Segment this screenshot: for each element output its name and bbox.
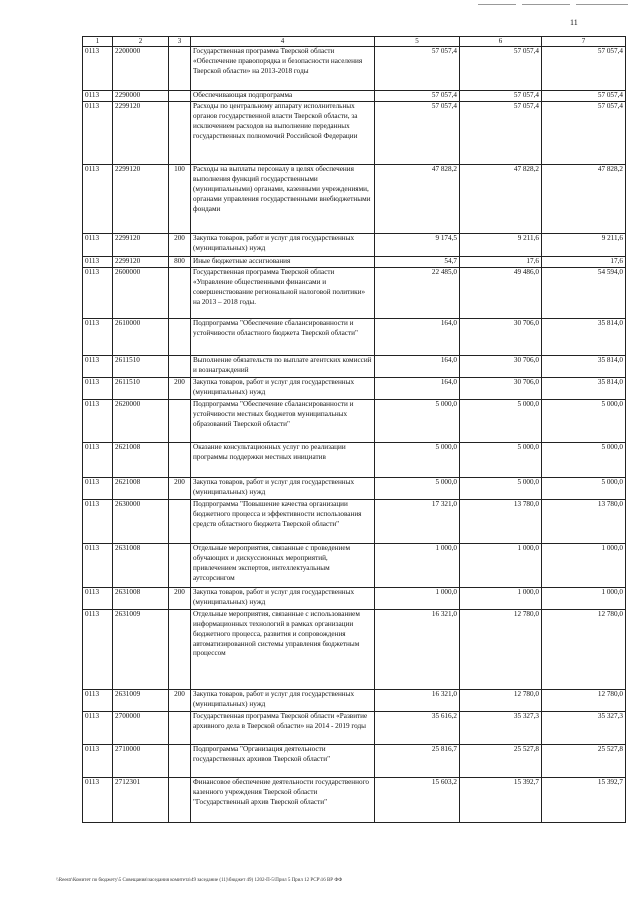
- code-section-cell: 0113: [83, 477, 113, 499]
- page-number: 11: [570, 18, 578, 27]
- amount-2015-cell: 22 485,0: [375, 267, 460, 318]
- code-section-cell: 0113: [83, 543, 113, 587]
- table-row: [83, 499, 626, 543]
- amount-2017-cell: 5 000,0: [542, 477, 626, 499]
- target-article-cell: 2621008: [113, 477, 169, 499]
- target-article-cell: 2611510: [113, 355, 169, 377]
- expense-type-cell: [169, 101, 191, 164]
- code-section-cell: 0113: [83, 256, 113, 267]
- amount-2016-cell: 13 780,0: [460, 499, 542, 543]
- item-name-cell: Закупка товаров, работ и услуг для государственных (муниципальных) нужд: [191, 689, 375, 711]
- amount-2015-cell: 17 321,0: [375, 499, 460, 543]
- amount-2017-cell: 35 327,3: [542, 711, 626, 744]
- amount-2015-cell: 57 057,4: [375, 91, 460, 102]
- column-header: 1: [83, 37, 113, 47]
- amount-2015-cell: 164,0: [375, 318, 460, 355]
- amount-2016-cell: 47 828,2: [460, 164, 542, 233]
- table-row: [83, 711, 626, 744]
- amount-2017-cell: 13 780,0: [542, 499, 626, 543]
- code-section-cell: 0113: [83, 47, 113, 91]
- column-header: 3: [169, 37, 191, 47]
- code-section-cell: 0113: [83, 777, 113, 822]
- amount-2017-cell: 15 392,7: [542, 777, 626, 822]
- item-name-cell: Закупка товаров, работ и услуг для государственных (муниципальных) нужд: [191, 233, 375, 256]
- target-article-cell: 2290000: [113, 91, 169, 102]
- code-section-cell: 0113: [83, 318, 113, 355]
- column-header: 7: [542, 37, 626, 47]
- expense-type-cell: [169, 744, 191, 777]
- amount-2016-cell: 5 000,0: [460, 399, 542, 442]
- table-row: [83, 47, 626, 91]
- amount-2017-cell: 35 814,0: [542, 355, 626, 377]
- amount-2016-cell: 30 706,0: [460, 355, 542, 377]
- amount-2015-cell: 16 321,0: [375, 609, 460, 689]
- table-row: [83, 233, 626, 256]
- table-row: [83, 609, 626, 689]
- table-row: [83, 101, 626, 164]
- code-section-cell: 0113: [83, 399, 113, 442]
- target-article-cell: 2631009: [113, 689, 169, 711]
- table-row: [83, 91, 626, 102]
- item-name-cell: Закупка товаров, работ и услуг для государственных (муниципальных) нужд: [191, 587, 375, 609]
- target-article-cell: 2299120: [113, 233, 169, 256]
- expense-type-cell: [169, 777, 191, 822]
- amount-2015-cell: 57 057,4: [375, 47, 460, 91]
- code-section-cell: 0113: [83, 91, 113, 102]
- amount-2016-cell: 30 706,0: [460, 377, 542, 399]
- table-row: [83, 689, 626, 711]
- item-name-cell: Отдельные мероприятия, связанные с использованием информационных технологий в рамках организации бюджетного процесса, развития и сопровождения автоматизированной системы управления бюджетным процессом: [191, 609, 375, 689]
- amount-2015-cell: 35 616,2: [375, 711, 460, 744]
- table-row: [83, 377, 626, 399]
- table-row: [83, 744, 626, 777]
- amount-2015-cell: 25 816,7: [375, 744, 460, 777]
- table-body: [83, 47, 626, 823]
- target-article-cell: 2200000: [113, 47, 169, 91]
- amount-2015-cell: 164,0: [375, 355, 460, 377]
- code-section-cell: 0113: [83, 711, 113, 744]
- amount-2016-cell: 12 780,0: [460, 689, 542, 711]
- item-name-cell: Подпрограмма "Обеспечение сбалансированности и устойчивости областного бюджета Тверской области": [191, 318, 375, 355]
- footer-file-path: \\Reestr\Комитет по бюджету\5 Совещания\заседания комитета\49 заседание (11)\бюджет 49) 1202-П-5\Прил 5 Прил 12 РСР\16 ВР ФФ: [56, 878, 343, 883]
- amount-2017-cell: 1 000,0: [542, 543, 626, 587]
- expense-type-cell: [169, 267, 191, 318]
- amount-2017-cell: 1 000,0: [542, 587, 626, 609]
- amount-2017-cell: 5 000,0: [542, 399, 626, 442]
- table-row: [83, 399, 626, 442]
- amount-2016-cell: 30 706,0: [460, 318, 542, 355]
- expense-type-cell: [169, 711, 191, 744]
- amount-2017-cell: 12 780,0: [542, 609, 626, 689]
- amount-2016-cell: 49 486,0: [460, 267, 542, 318]
- amount-2016-cell: 5 000,0: [460, 477, 542, 499]
- item-name-cell: Оказание консультационных услуг по реализации программы поддержки местных инициатив: [191, 442, 375, 477]
- target-article-cell: 2710000: [113, 744, 169, 777]
- code-section-cell: 0113: [83, 442, 113, 477]
- column-header: 5: [375, 37, 460, 47]
- table-header-row: [83, 37, 626, 47]
- amount-2015-cell: 15 603,2: [375, 777, 460, 822]
- target-article-cell: 2299120: [113, 101, 169, 164]
- item-name-cell: Подпрограмма "Обеспечение сбалансированности и устойчивости местных бюджетов муниципальных образований Тверской области": [191, 399, 375, 442]
- expense-type-cell: 200: [169, 233, 191, 256]
- amount-2016-cell: 57 057,4: [460, 101, 542, 164]
- amount-2015-cell: 16 321,0: [375, 689, 460, 711]
- amount-2016-cell: 57 057,4: [460, 91, 542, 102]
- code-section-cell: 0113: [83, 744, 113, 777]
- amount-2016-cell: 1 000,0: [460, 587, 542, 609]
- expense-type-cell: [169, 355, 191, 377]
- amount-2017-cell: 25 527,8: [542, 744, 626, 777]
- amount-2017-cell: 9 211,6: [542, 233, 626, 256]
- target-article-cell: 2712301: [113, 777, 169, 822]
- code-section-cell: 0113: [83, 101, 113, 164]
- item-name-cell: Расходы по центральному аппарату исполнительных органов государственной власти Тверской области, за исключением расходов на выполнение переданных государственных полномочий Российской Федерации: [191, 101, 375, 164]
- target-article-cell: 2610000: [113, 318, 169, 355]
- amount-2017-cell: 54 594,0: [542, 267, 626, 318]
- code-section-cell: 0113: [83, 609, 113, 689]
- expense-type-cell: [169, 609, 191, 689]
- expense-type-cell: [169, 543, 191, 587]
- item-name-cell: Государственная программа Тверской области «Управление общественными финансами и совершенствование региональной налоговой политики» на 2013 – 2018 годы.: [191, 267, 375, 318]
- column-header: 2: [113, 37, 169, 47]
- column-header: 4: [191, 37, 375, 47]
- amount-2017-cell: 12 780,0: [542, 689, 626, 711]
- item-name-cell: Государственная программа Тверской области «Обеспечение правопорядка и безопасности населения Тверской области» на 2013-2018 годы: [191, 47, 375, 91]
- table-row: [83, 256, 626, 267]
- column-header: 6: [460, 37, 542, 47]
- item-name-cell: Государственная программа Тверской области «Развитие архивного дела в Тверской области» на 2014 - 2019 годы: [191, 711, 375, 744]
- code-section-cell: 0113: [83, 377, 113, 399]
- target-article-cell: 2600000: [113, 267, 169, 318]
- expense-type-cell: 200: [169, 587, 191, 609]
- target-article-cell: 2621008: [113, 442, 169, 477]
- amount-2015-cell: 47 828,2: [375, 164, 460, 233]
- amount-2015-cell: 5 000,0: [375, 477, 460, 499]
- target-article-cell: 2631008: [113, 587, 169, 609]
- target-article-cell: 2611510: [113, 377, 169, 399]
- item-name-cell: Расходы на выплаты персоналу в целях обеспечения выполнения функций государственными (муниципальными) органами, казенными учреждениями, органами управления государственными внебюджетными фондами: [191, 164, 375, 233]
- amount-2017-cell: 47 828,2: [542, 164, 626, 233]
- code-section-cell: 0113: [83, 587, 113, 609]
- amount-2016-cell: 12 780,0: [460, 609, 542, 689]
- amount-2017-cell: 17,6: [542, 256, 626, 267]
- expense-type-cell: 200: [169, 477, 191, 499]
- amount-2015-cell: 5 000,0: [375, 399, 460, 442]
- amount-2017-cell: 5 000,0: [542, 442, 626, 477]
- budget-table: [82, 36, 626, 823]
- amount-2016-cell: 57 057,4: [460, 47, 542, 91]
- amount-2015-cell: 1 000,0: [375, 587, 460, 609]
- expense-type-cell: 800: [169, 256, 191, 267]
- target-article-cell: 2631008: [113, 543, 169, 587]
- amount-2017-cell: 57 057,4: [542, 91, 626, 102]
- table-row: [83, 318, 626, 355]
- item-name-cell: Закупка товаров, работ и услуг для государственных (муниципальных) нужд: [191, 477, 375, 499]
- amount-2016-cell: 5 000,0: [460, 442, 542, 477]
- item-name-cell: Иные бюджетные ассигнования: [191, 256, 375, 267]
- amount-2016-cell: 25 527,8: [460, 744, 542, 777]
- amount-2017-cell: 57 057,4: [542, 47, 626, 91]
- table-row: [83, 355, 626, 377]
- item-name-cell: Подпрограмма "Повышение качества организации бюджетного процесса и эффективности использования средств областного бюджета Тверской области": [191, 499, 375, 543]
- amount-2016-cell: 35 327,3: [460, 711, 542, 744]
- amount-2016-cell: 9 211,6: [460, 233, 542, 256]
- code-section-cell: 0113: [83, 689, 113, 711]
- item-name-cell: Отдельные мероприятия, связанные с проведением обучающих и дискуссионных мероприятий, привлечением экспертов, интеллектуальным аутсорсингом: [191, 543, 375, 587]
- table-row: [83, 442, 626, 477]
- amount-2015-cell: 164,0: [375, 377, 460, 399]
- amount-2015-cell: 1 000,0: [375, 543, 460, 587]
- target-article-cell: 2630000: [113, 499, 169, 543]
- top-rules: [478, 4, 628, 7]
- code-section-cell: 0113: [83, 499, 113, 543]
- item-name-cell: Выполнение обязательств по выплате агентских комиссий и вознаграждений: [191, 355, 375, 377]
- target-article-cell: 2700000: [113, 711, 169, 744]
- table-row: [83, 777, 626, 822]
- amount-2016-cell: 1 000,0: [460, 543, 542, 587]
- target-article-cell: 2299120: [113, 256, 169, 267]
- expense-type-cell: 100: [169, 164, 191, 233]
- code-section-cell: 0113: [83, 355, 113, 377]
- amount-2015-cell: 5 000,0: [375, 442, 460, 477]
- amount-2015-cell: 57 057,4: [375, 101, 460, 164]
- table-row: [83, 587, 626, 609]
- target-article-cell: 2631009: [113, 609, 169, 689]
- table-row: [83, 164, 626, 233]
- item-name-cell: Закупка товаров, работ и услуг для государственных (муниципальных) нужд: [191, 377, 375, 399]
- amount-2017-cell: 35 814,0: [542, 318, 626, 355]
- expense-type-cell: [169, 91, 191, 102]
- item-name-cell: Финансовое обеспечение деятельности государственного казенного учреждения Тверской области "Государственный архив Тверской области": [191, 777, 375, 822]
- expense-type-cell: [169, 318, 191, 355]
- expense-type-cell: 200: [169, 377, 191, 399]
- item-name-cell: Подпрограмма "Организация деятельности государственных архивов Тверской области": [191, 744, 375, 777]
- amount-2016-cell: 17,6: [460, 256, 542, 267]
- amount-2015-cell: 9 174,5: [375, 233, 460, 256]
- expense-type-cell: [169, 399, 191, 442]
- expense-type-cell: [169, 442, 191, 477]
- target-article-cell: 2299120: [113, 164, 169, 233]
- target-article-cell: 2620000: [113, 399, 169, 442]
- expense-type-cell: 200: [169, 689, 191, 711]
- table-row: [83, 543, 626, 587]
- item-name-cell: Обеспечивающая подпрограмма: [191, 91, 375, 102]
- amount-2017-cell: 57 057,4: [542, 101, 626, 164]
- expense-type-cell: [169, 499, 191, 543]
- amount-2016-cell: 15 392,7: [460, 777, 542, 822]
- expense-type-cell: [169, 47, 191, 91]
- code-section-cell: 0113: [83, 267, 113, 318]
- amount-2017-cell: 35 814,0: [542, 377, 626, 399]
- amount-2015-cell: 54,7: [375, 256, 460, 267]
- table-row: [83, 477, 626, 499]
- code-section-cell: 0113: [83, 164, 113, 233]
- table-row: [83, 267, 626, 318]
- code-section-cell: 0113: [83, 233, 113, 256]
